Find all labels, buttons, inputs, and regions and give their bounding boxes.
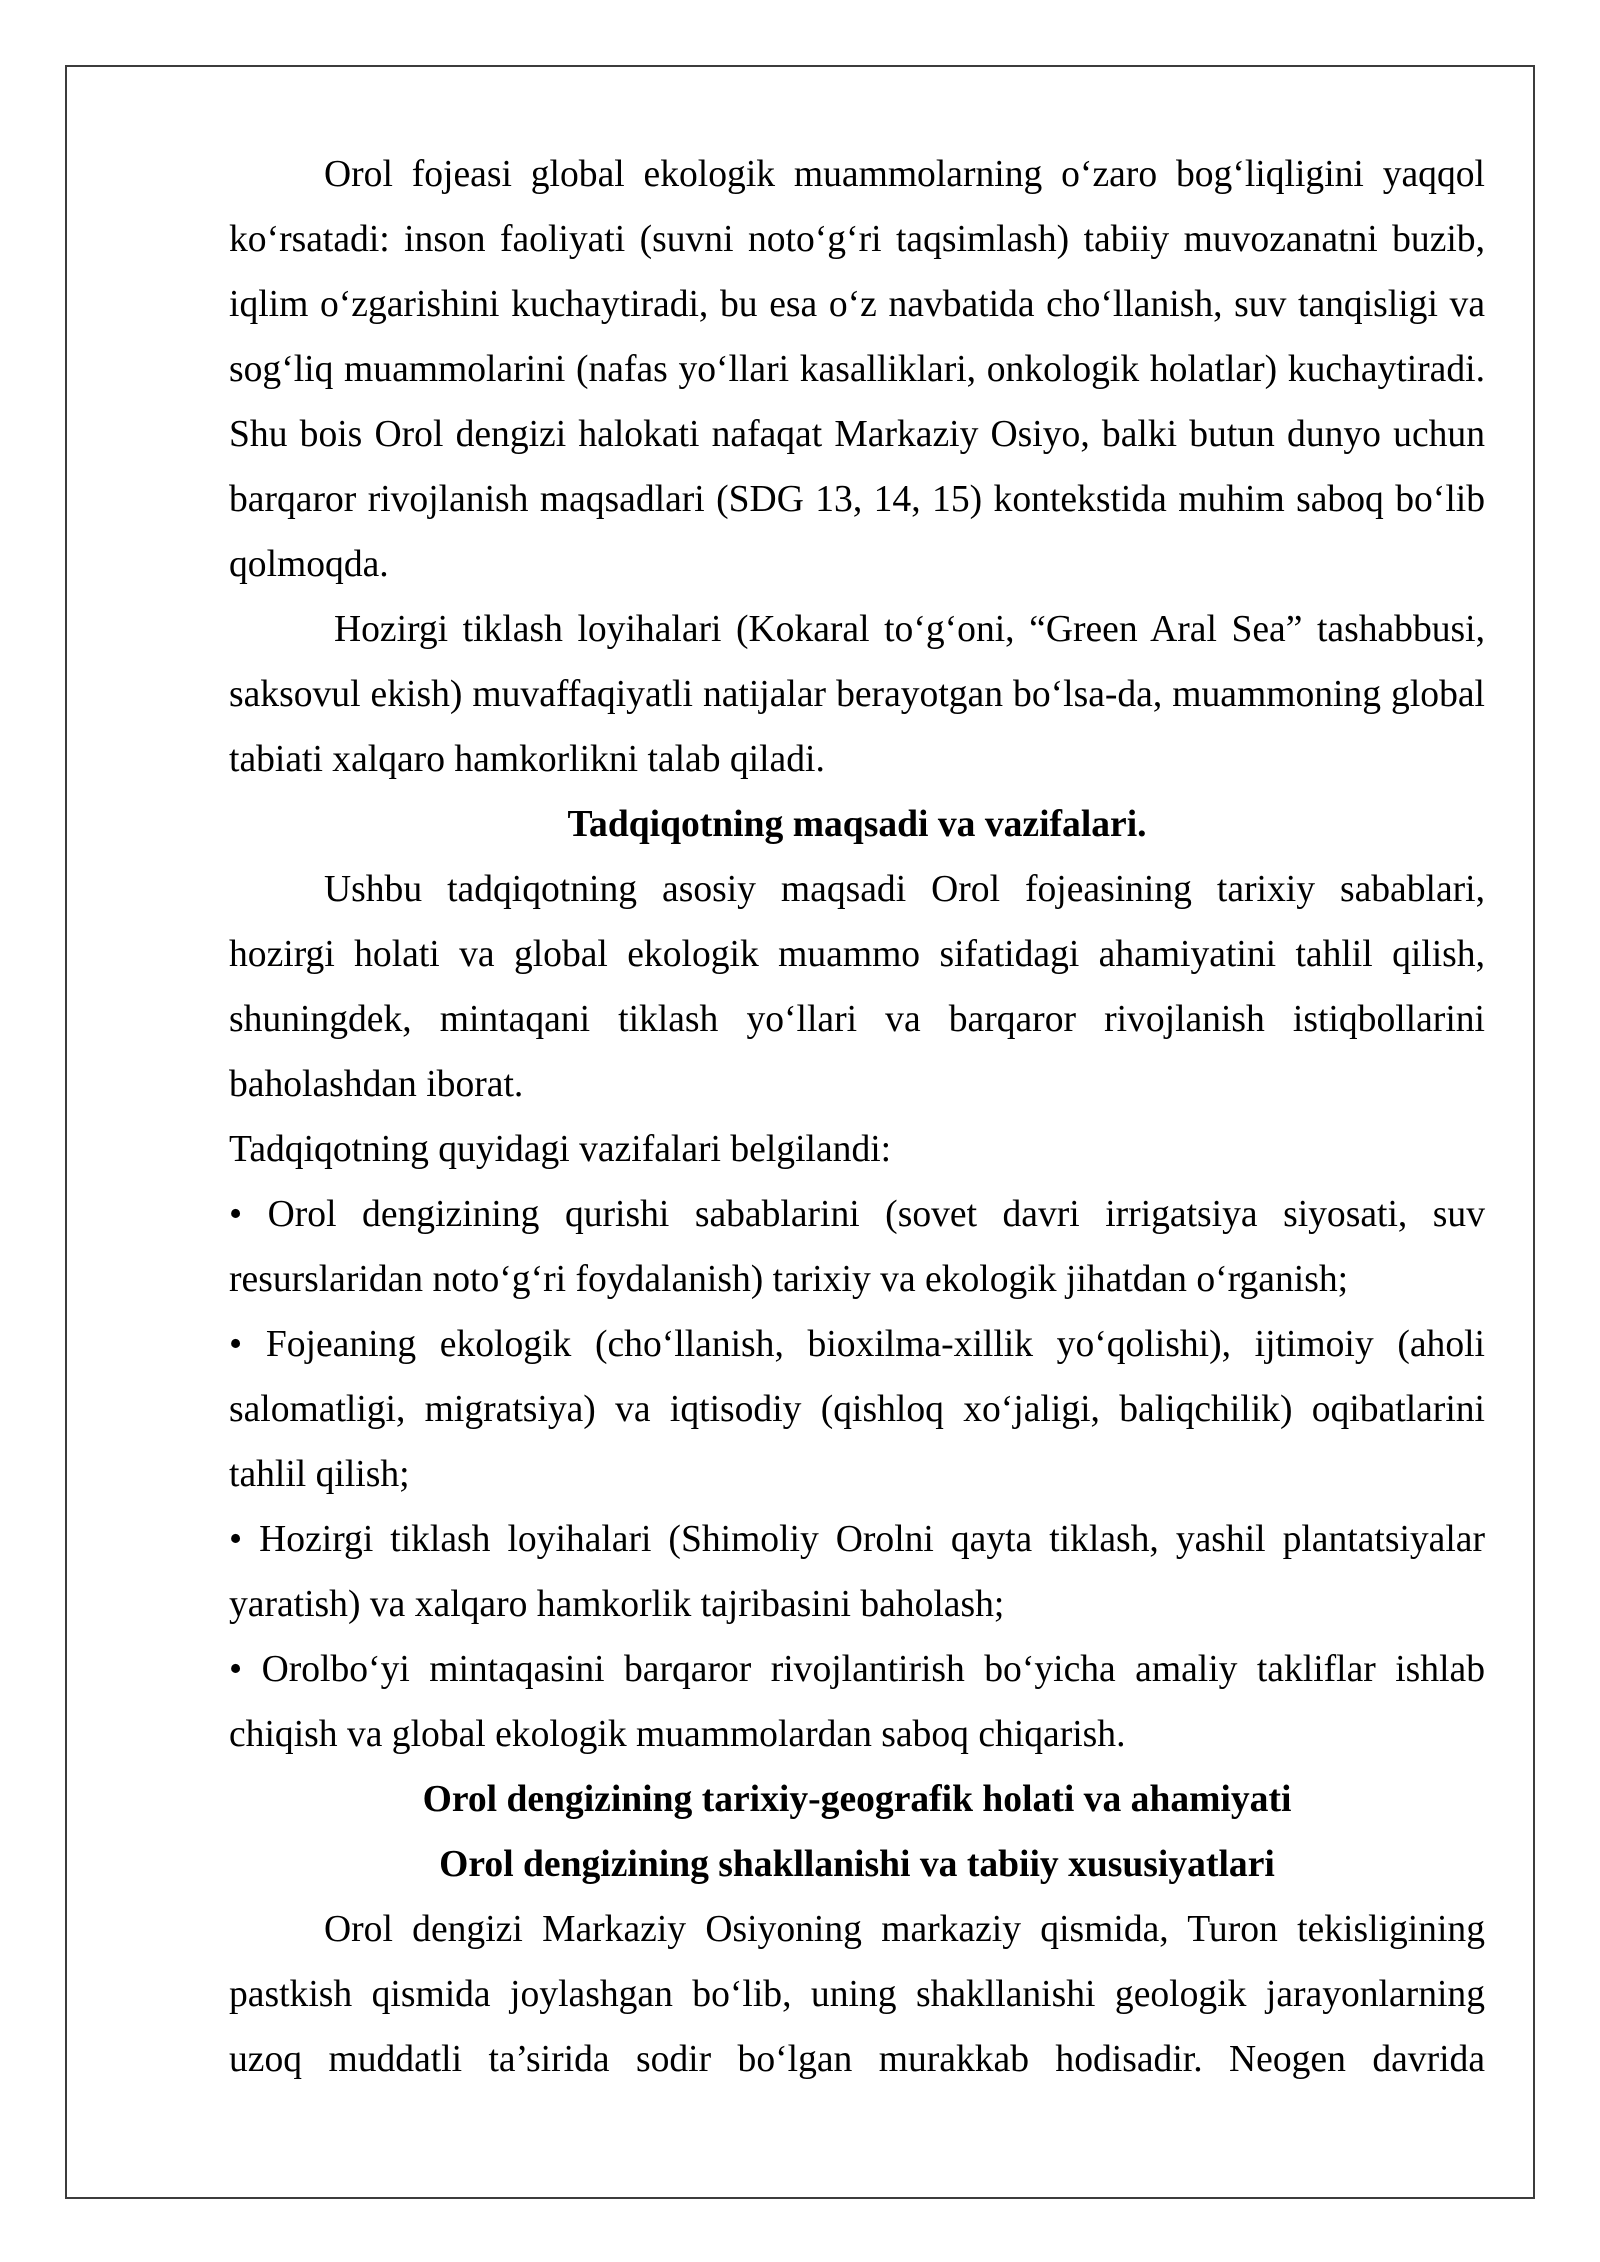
list-item-line: • Orolbo‘yi mintaqasini barqaror rivojlantirish bo‘yicha amaliy takliflar ishlab [229, 1649, 1485, 1690]
subsection-heading: Orol dengizining shakllanishi va tabiiy xususiyatlari [439, 1844, 1275, 1885]
paragraph-line: Shu bois Orol dengizi halokati nafaqat Markaziy Osiyo, balki butun dunyo uchun [229, 414, 1485, 455]
list-item-line: • Fojeaning ekologik (cho‘llanish, bioxilma-xillik yo‘qolishi), ijtimoiy (aholi [229, 1324, 1485, 1365]
paragraph-formation [229, 1897, 1485, 2092]
paragraph-line: uzoq muddatli ta’sirida sodir bo‘lgan murakkab hodisadir. Neogen davrida [229, 2039, 1485, 2080]
paragraph-goals [229, 857, 1485, 1117]
paragraph-line: shuningdek, mintaqani tiklash yo‘llari va barqaror rivojlanish istiqbollarini [229, 999, 1485, 1040]
paragraph-line: qolmoqda. [229, 544, 389, 585]
paragraph-line: ko‘rsatadi: inson faoliyati (suvni noto‘g‘ri taqsimlash) tabiiy muvozanatni buzib, [229, 219, 1485, 260]
paragraph-intro [229, 142, 1485, 597]
list-item-line: yaratish) va xalqaro hamkorlik tajribasini baholash; [229, 1584, 1005, 1625]
paragraph-recovery [229, 597, 1485, 792]
list-item-line: resurslaridan noto‘g‘ri foydalanish) tarixiy va ekologik jihatdan o‘rganish; [229, 1259, 1349, 1300]
list-item-line: • Orol dengizining qurishi sabablarini (sovet davri irrigatsiya siyosati, suv [229, 1194, 1485, 1235]
paragraph-line: barqaror rivojlanish maqsadlari (SDG 13, 14, 15) kontekstida muhim saboq bo‘lib [229, 479, 1485, 520]
paragraph-line: Orol dengizi Markaziy Osiyoning markaziy qismida, Turon tekisligining [324, 1909, 1485, 1950]
list-item-line: tahlil qilish; [229, 1454, 410, 1495]
paragraph-line: tabiati xalqaro hamkorlikni talab qiladi. [229, 739, 825, 780]
list-item [229, 1507, 1485, 1637]
list-item-line: chiqish va global ekologik muammolardan saboq chiqarish. [229, 1714, 1126, 1755]
tasks-intro: Tadqiqotning quyidagi vazifalari belgilandi: [229, 1129, 892, 1170]
paragraph-line: sog‘liq muammolarini (nafas yo‘llari kasalliklari, onkologik holatlar) kuchaytiradi. [229, 349, 1485, 390]
list-item-line: • Hozirgi tiklash loyihalari (Shimoliy Orolni qayta tiklash, yashil plantatsiyalar [229, 1519, 1485, 1560]
section-heading: Orol dengizining tarixiy-geografik holati va ahamiyati [422, 1779, 1292, 1820]
paragraph-line: iqlim o‘zgarishini kuchaytiradi, bu esa o‘z navbatida cho‘llanish, suv tanqisligi va [229, 284, 1485, 325]
list-item-line: salomatligi, migratsiya) va iqtisodiy (qishloq xo‘jaligi, baliqchilik) oqibatlarini [229, 1389, 1485, 1430]
paragraph-line: pastkish qismida joylashgan bo‘lib, uning shakllanishi geologik jarayonlarning [229, 1974, 1485, 2015]
paragraph-line: Ushbu tadqiqotning asosiy maqsadi Orol fojeasining tarixiy sabablari, [324, 869, 1485, 910]
list-item [229, 1637, 1485, 1767]
paragraph-line: hozirgi holati va global ekologik muammo sifatidagi ahamiyatini tahlil qilish, [229, 934, 1485, 975]
page-body [229, 142, 1485, 2092]
paragraph-line: Orol fojeasi global ekologik muammolarning o‘zaro bog‘liqligini yaqqol [324, 154, 1485, 195]
list-item [229, 1182, 1485, 1312]
list-item [229, 1312, 1485, 1507]
paragraph-line: saksovul ekish) muvaffaqiyatli natijalar berayotgan bo‘lsa-da, muammoning global [229, 674, 1485, 715]
paragraph-line: baholashdan iborat. [229, 1064, 524, 1105]
paragraph-line: Hozirgi tiklash loyihalari (Kokaral to‘g‘oni, “Green Aral Sea” tashabbusi, [334, 609, 1485, 650]
tasks-list [229, 1182, 1485, 1767]
goals-heading: Tadqiqotning maqsadi va vazifalari. [567, 804, 1147, 845]
